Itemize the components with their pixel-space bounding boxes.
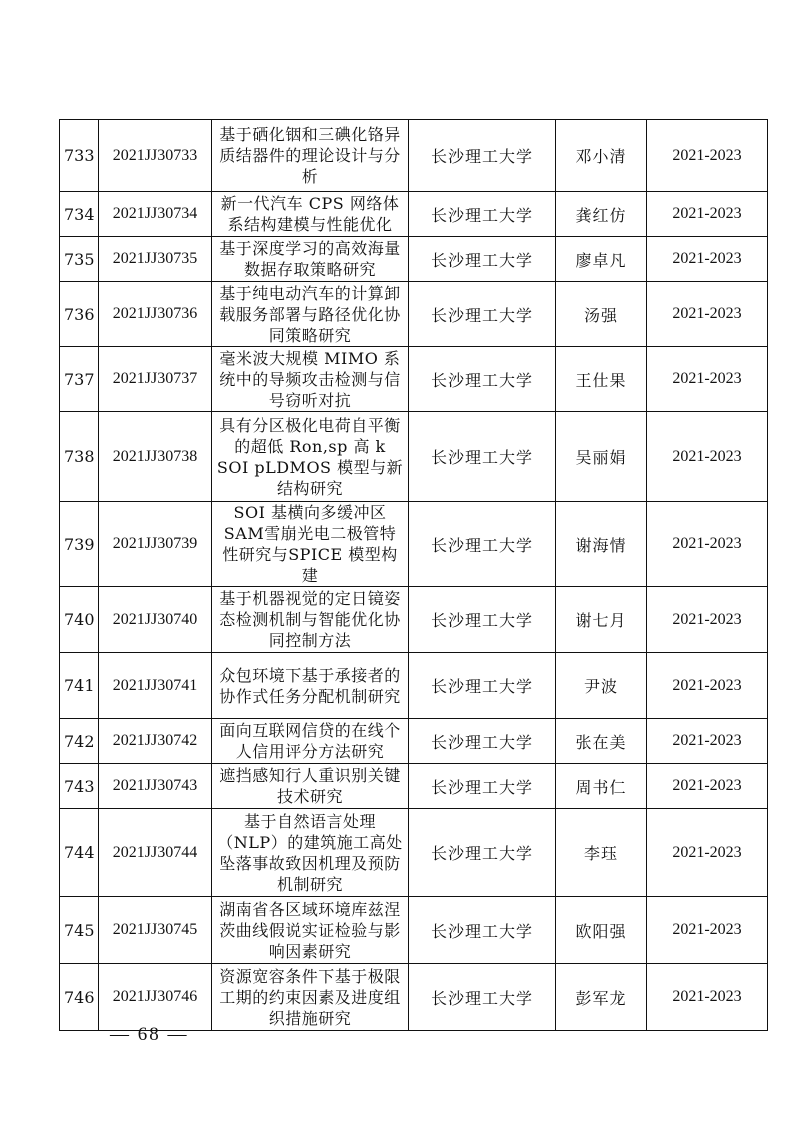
project-title: 资源宽容条件下基于极限工期的约束因素及进度组织措施研究 bbox=[212, 964, 409, 1031]
project-period: 2021-2023 bbox=[647, 653, 768, 719]
project-period: 2021-2023 bbox=[647, 764, 768, 809]
row-number: 733 bbox=[60, 120, 99, 192]
project-id: 2021JJ30746 bbox=[99, 964, 212, 1031]
project-period: 2021-2023 bbox=[647, 897, 768, 964]
organization: 长沙理工大学 bbox=[409, 347, 556, 412]
project-period: 2021-2023 bbox=[647, 237, 768, 282]
principal-investigator: 尹波 bbox=[556, 653, 647, 719]
organization: 长沙理工大学 bbox=[409, 764, 556, 809]
row-number: 738 bbox=[60, 412, 99, 502]
table-row bbox=[60, 897, 768, 964]
project-title: 具有分区极化电荷自平衡的超低 Ron,sp 高 k SOI pLDMOS 模型与新结构研究 bbox=[212, 412, 409, 502]
project-title: 基于深度学习的高效海量数据存取策略研究 bbox=[212, 237, 409, 282]
table-row bbox=[60, 282, 768, 347]
project-period: 2021-2023 bbox=[647, 719, 768, 764]
principal-investigator: 王仕果 bbox=[556, 347, 647, 412]
principal-investigator: 邓小清 bbox=[556, 120, 647, 192]
row-number: 745 bbox=[60, 897, 99, 964]
principal-investigator: 李珏 bbox=[556, 809, 647, 897]
page-number: — 68 — bbox=[110, 1024, 189, 1045]
row-number: 735 bbox=[60, 237, 99, 282]
row-number: 746 bbox=[60, 964, 99, 1031]
project-id: 2021JJ30745 bbox=[99, 897, 212, 964]
row-number: 734 bbox=[60, 192, 99, 237]
principal-investigator: 吴丽娟 bbox=[556, 412, 647, 502]
row-number: 736 bbox=[60, 282, 99, 347]
project-id: 2021JJ30733 bbox=[99, 120, 212, 192]
project-period: 2021-2023 bbox=[647, 502, 768, 587]
organization: 长沙理工大学 bbox=[409, 237, 556, 282]
organization: 长沙理工大学 bbox=[409, 719, 556, 764]
table-row bbox=[60, 964, 768, 1031]
project-id: 2021JJ30738 bbox=[99, 412, 212, 502]
row-number: 742 bbox=[60, 719, 99, 764]
project-id: 2021JJ30734 bbox=[99, 192, 212, 237]
organization: 长沙理工大学 bbox=[409, 897, 556, 964]
project-table bbox=[59, 119, 768, 1031]
table-row bbox=[60, 653, 768, 719]
project-title: 面向互联网信贷的在线个人信用评分方法研究 bbox=[212, 719, 409, 764]
row-number: 744 bbox=[60, 809, 99, 897]
project-id: 2021JJ30735 bbox=[99, 237, 212, 282]
project-id: 2021JJ30743 bbox=[99, 764, 212, 809]
project-title: 基于自然语言处理（NLP）的建筑施工高处坠落事故致因机理及预防机制研究 bbox=[212, 809, 409, 897]
project-period: 2021-2023 bbox=[647, 809, 768, 897]
project-id: 2021JJ30741 bbox=[99, 653, 212, 719]
project-title: SOI 基横向多缓冲区SAM雪崩光电二极管特性研究与SPICE 模型构建 bbox=[212, 502, 409, 587]
project-title: 遮挡感知行人重识别关键技术研究 bbox=[212, 764, 409, 809]
organization: 长沙理工大学 bbox=[409, 412, 556, 502]
principal-investigator: 谢七月 bbox=[556, 587, 647, 653]
project-period: 2021-2023 bbox=[647, 347, 768, 412]
principal-investigator: 谢海情 bbox=[556, 502, 647, 587]
table-row bbox=[60, 237, 768, 282]
principal-investigator: 张在美 bbox=[556, 719, 647, 764]
table-row bbox=[60, 809, 768, 897]
table-row bbox=[60, 412, 768, 502]
project-table-body bbox=[60, 120, 768, 1031]
project-title: 毫米波大规模 MIMO 系统中的导频攻击检测与信号窃听对抗 bbox=[212, 347, 409, 412]
row-number: 741 bbox=[60, 653, 99, 719]
organization: 长沙理工大学 bbox=[409, 120, 556, 192]
project-period: 2021-2023 bbox=[647, 120, 768, 192]
table-row bbox=[60, 120, 768, 192]
organization: 长沙理工大学 bbox=[409, 587, 556, 653]
organization: 长沙理工大学 bbox=[409, 282, 556, 347]
table-row bbox=[60, 192, 768, 237]
organization: 长沙理工大学 bbox=[409, 964, 556, 1031]
project-title: 基于硒化铟和三碘化铬异质结器件的理论设计与分析 bbox=[212, 120, 409, 192]
table-row bbox=[60, 587, 768, 653]
row-number: 737 bbox=[60, 347, 99, 412]
principal-investigator: 廖卓凡 bbox=[556, 237, 647, 282]
project-id: 2021JJ30737 bbox=[99, 347, 212, 412]
project-title: 新一代汽车 CPS 网络体系结构建模与性能优化 bbox=[212, 192, 409, 237]
organization: 长沙理工大学 bbox=[409, 809, 556, 897]
project-id: 2021JJ30739 bbox=[99, 502, 212, 587]
principal-investigator: 汤强 bbox=[556, 282, 647, 347]
project-title: 基于机器视觉的定日镜姿态检测机制与智能优化协同控制方法 bbox=[212, 587, 409, 653]
principal-investigator: 彭军龙 bbox=[556, 964, 647, 1031]
project-id: 2021JJ30744 bbox=[99, 809, 212, 897]
project-id: 2021JJ30742 bbox=[99, 719, 212, 764]
project-id: 2021JJ30736 bbox=[99, 282, 212, 347]
project-title: 湖南省各区域环境库兹涅茨曲线假说实证检验与影响因素研究 bbox=[212, 897, 409, 964]
project-period: 2021-2023 bbox=[647, 587, 768, 653]
row-number: 739 bbox=[60, 502, 99, 587]
principal-investigator: 龚红仿 bbox=[556, 192, 647, 237]
project-title: 基于纯电动汽车的计算卸载服务部署与路径优化协同策略研究 bbox=[212, 282, 409, 347]
project-period: 2021-2023 bbox=[647, 192, 768, 237]
organization: 长沙理工大学 bbox=[409, 192, 556, 237]
table-row bbox=[60, 719, 768, 764]
principal-investigator: 周书仁 bbox=[556, 764, 647, 809]
principal-investigator: 欧阳强 bbox=[556, 897, 647, 964]
table-row bbox=[60, 764, 768, 809]
table-row bbox=[60, 347, 768, 412]
row-number: 740 bbox=[60, 587, 99, 653]
table-row bbox=[60, 502, 768, 587]
project-id: 2021JJ30740 bbox=[99, 587, 212, 653]
organization: 长沙理工大学 bbox=[409, 502, 556, 587]
project-title: 众包环境下基于承接者的协作式任务分配机制研究 bbox=[212, 653, 409, 719]
project-period: 2021-2023 bbox=[647, 964, 768, 1031]
row-number: 743 bbox=[60, 764, 99, 809]
project-period: 2021-2023 bbox=[647, 412, 768, 502]
organization: 长沙理工大学 bbox=[409, 653, 556, 719]
project-period: 2021-2023 bbox=[647, 282, 768, 347]
